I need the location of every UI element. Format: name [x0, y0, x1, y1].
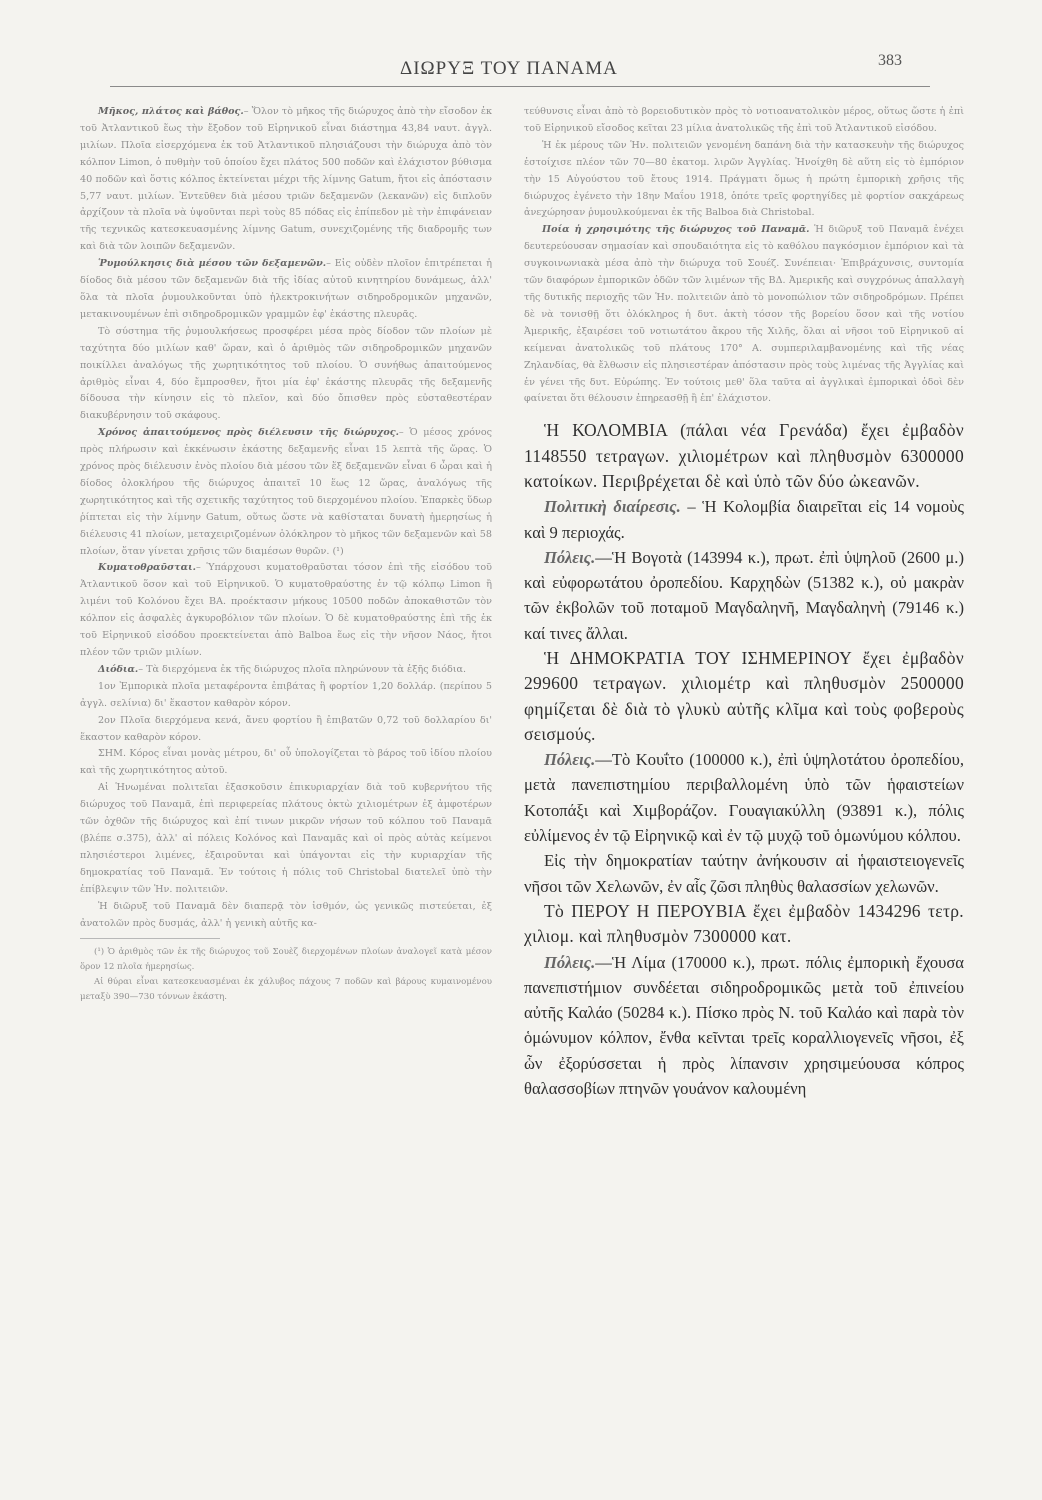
paragraph-text: – Εἰς οὐδὲν πλοῖον ἐπιτρέπεται ἡ δίοδος διὰ μέσου τῶν δεξαμενῶν διὰ τῆς ἰδίας αὐτοῦ κινητηρίου δυνάμεως, ἀλλ' ὅλα τὰ πλοῖα ῥυμουλκοῦνται ὑπὸ ἠλεκτροκινήτων σιδηροδρομικῶν μηχανῶν, μετακινουμένων ἐπὶ σιδηροδρομικῶν γραμμῶν ἐφ' ἑκάστης πλευρᾶς. — [80, 258, 492, 320]
paragraph — [80, 425, 492, 560]
page-number: 383 — [878, 52, 902, 69]
section-heading: Πόλεις. — [544, 547, 596, 567]
paragraph-text: – Ὑπάρχουσι κυματοθραῦσται τόσον ἐπὶ τῆς εἰσόδου τοῦ Ἀτλαντικοῦ ὅσον καὶ τοῦ Εἰρηνικοῦ. Ὁ κυματοθραύστης ἐν τῷ κόλπῳ Limon ἢ λιμένι τοῦ Κολόνου ἔχει ΒΑ. προέκτασιν μήκους 10500 ποδῶν ἀποκαθιστῶν τὸν κόλπον εἰς ἀσφαλὲς ἀγκυροβόλιον τῶν πλοίων. Ὁ δὲ κυματοθραύστης ἐπὶ τῆς ἐκ τοῦ Εἰρηνικοῦ εἰσόδου προεκτείνεται ἀπὸ Balboa ἕως εἰς τὴν νῆσον Νάος, ἤτοι πλέον τῶν τριῶν μιλίων. — [80, 562, 492, 658]
paragraph-text: τεύθυνσις εἶναι ἀπὸ τὸ βορειοδυτικὸν πρὸς τὸ νοτιοανατολικὸν μέρος, οὕτως ὥστε ἡ ἐπὶ τοῦ Εἰρηνικοῦ εἴσοδος κεῖται 23 μίλια ἀνατολικῶς τῆς ἐπὶ τοῦ Ἀτλαντικοῦ εἰσόδου. — [524, 106, 964, 134]
footnotes — [80, 945, 492, 1005]
paragraph-text: Εἰς τὴν δημοκρατίαν ταύτην ἀνήκουσιν αἱ ἡφαιστειογενεῖς νῆσοι τῶν Χελωνῶν, ἐν αἷς ζῶσι πληθὺς θαλασσίων χελωνῶν. — [524, 851, 964, 896]
footnote: Αἱ θύραι εἶναι κατεσκευασμέναι ἐκ χάλυβος πάχους 7 ποδῶν καὶ βάρους κυμαινομένου μεταξὺ 390—730 τόννων ἑκάστη. — [80, 977, 492, 1003]
paragraph-text: – Ὅλον τὸ μῆκος τῆς διώρυχος ἀπὸ τὴν εἴσοδον ἐκ τοῦ Ἀτλαντικοῦ ἕως τὴν ἔξοδον τοῦ Εἰρηνικοῦ εἶναι διάστημα 43,84 ναυτ. ἀγγλ. μιλίων. Πλοῖα εἰσερχόμενα ἐκ τοῦ Ἀτλαντικοῦ πλησιάζουσι τὴν διώρυχα ἀπὸ τὸν κόλπον Limon, ὁ πυθμὴν τοῦ ὁποίου ἔχει πλάτος 500 ποδῶν καὶ ἐλάχιστον βύθισμα 40 ποδῶν καὶ ὅστις κόλπος ἐκτείνεται μέχρι τῆς λίμνης Gatum, ἤτοι εἰς ἀπόστασιν 5,77 ναυτ. μιλίων. Ἐντεῦθεν διὰ μέσου τριῶν δεξαμενῶν (λεκανῶν) εἰς διπλοῦν ἀρχίζουν τὰ πλοῖα νὰ ὑψοῦνται περὶ τοὺς 85 πόδας εἰς ἐπίπεδον μὲ τὴν ἐπιφάνειαν τῆς τεχνικῶς κατεσκευασμένης λίμνης Gatum, συνεχιζομένης τῆς διαδρομῆς των καὶ διὰ τῶν λοιπῶν δεξαμενῶν. — [80, 106, 492, 253]
paragraph — [80, 679, 492, 713]
section-heading: Χρόνος ἀπαιτούμενος πρὸς διέλευσιν τῆς διώρυχος. — [98, 427, 399, 439]
paragraph-text: —Ἡ Λίμα (170000 κ.), πρωτ. πόλις ἐμπορικὴ ἔχουσα πανεπιστήμιον συνδέεται σιδηροδρομικῶς μετὰ τοῦ ἐπινείου αὐτῆς Καλάο (50284 κ.). Πίσκο πρὸς Ν. τοῦ Καλάο καὶ παρὰ τὸν ὁμώνυμον κόλπον, ἔνθα κεῖνται τρεῖς κοραλλιογενεῖς νῆσοι, ἐξ ὧν ἐξορύσσεται ἡ πρὸς λίπανσιν χρησιμεύουσα κόπρος θαλασσοβίων πτηνῶν γουάνον καλουμένη — [524, 952, 964, 1099]
section-heading: Κυματοθραῦσται. — [98, 562, 196, 574]
paragraph-text: 2ον Πλοῖα διερχόμενα κενά, ἄνευ φορτίου ἢ ἐπιβατῶν 0,72 τοῦ δολλαρίου δι' ἕκαστον καθαρὸν κόρον. — [80, 714, 492, 743]
country-paragraph-colombia — [524, 418, 964, 494]
paragraph-text: Ἡ ἐκ μέρους τῶν Ἡν. πολιτειῶν γενομένη δαπάνη διὰ τὴν κατασκευὴν τῆς διώρυχος ἐστοίχισε πλέον τῶν 70—80 ἑκατομ. λιρῶν Ἀγγλίας. Ἠνοίχθη δὲ αὕτη εἰς τὸ ἐμπόριον τὴν 15 Αὐγούστου τοῦ ἔτους 1914. Πράγματι ὅμως ἡ πρώτη ἐμπορικὴ χρῆσις τῆς διώρυχος ἐγένετο τὴν 18ην Μαΐου 1918, ὁπότε τρεῖς φορτηγίδες μὲ φορτίον σακχάρεως ἀνεχώρησαν ῥυμουλκούμεναι ἐκ τῆς Balboa διὰ Christobal. — [524, 139, 964, 219]
paragraph-text: Ἡ διῶρυξ τοῦ Παναμᾶ δὲν διαπερᾷ τὸν ἰσθμόν, ὡς γενικῶς πιστεύεται, ἐξ ἀνατολῶν πρὸς δυσμάς, ἀλλ' ἡ γενικὴ αὐτῆς κα- — [80, 900, 492, 929]
paragraph — [80, 104, 492, 256]
section-heading: Διόδια. — [98, 663, 139, 675]
paragraph-text: ΣΗΜ. Κόρος εἶναι μονὰς μέτρου, δι' οὗ ὑπολογίζεται τὸ βάρος τοῦ ἰδίου πλοίου καὶ τῆς χωρητικότητος αὐτοῦ. — [80, 748, 492, 777]
paragraph-text: Ἡ ΔΗΜΟΚΡΑΤΙΑ ΤΟΥ ΙΣΗΜΕΡΙΝΟΥ ἔχει ἐμβαδὸν 299600 τετραγων. χιλιομέτρ καὶ πληθυσμὸν 2500000 φημίζεται δὲ διὰ τὸ γλυκὺ αὐτῆς κλῖμα καὶ τοὺς φοβεροὺς σεισμούς. — [524, 647, 964, 744]
country-paragraph-ecuador — [524, 646, 964, 747]
footnote-rule — [80, 938, 220, 943]
paragraph-text: Ἡ ΚΟΛΟΜΒΙΑ (πάλαι νέα Γρενάδα) ἔχει ἐμβαδὸν 1148550 τετραγων. χιλιομέτρων καὶ πληθυσμὸν 6300000 κατοίκων. Περιβρέχεται δὲ καὶ ὑπὸ τῶν δύο ὠκεανῶν. — [524, 420, 964, 491]
section-heading: Μῆκος, πλάτος καὶ βάθος. — [98, 106, 244, 117]
paragraph-text: – Ὁ μέσος χρόνος πρὸς πλήρωσιν καὶ ἐκκένωσιν ἑκάστης δεξαμενῆς εἶναι 15 λεπτὰ τῆς ὥρας. Ὁ χρόνος πρὸς διέλευσιν ἑνὸς πλοίου διὰ μέσου τῶν ἕξ δεξαμενῶν εἶναι 6 ὧραι καὶ ἡ δίοδος ὁλοκλήρου τῆς διώρυχος ἀπαιτεῖ 10 ἕως 12 ὥρας, ἀναλόγως τῆς χωρητικότητος καὶ τῆς σχετικῆς ταχύτητος τοῦ διερχομένου πλοίου. Ἐπαρκὲς ὕδωρ ῥίπτεται εἰς τὴν λίμνην Gatum, οὕτως ὥστε νὰ καθίσταται δυνατὴ ἡμερησίως ἡ διέλευσις 41 πλοίων, μεταχειριζομένων ὁλόκληρον τὸ μῆκος τῶν δεξαμενῶν καὶ 58 πλοίων, ὅταν γίνεται χρῆσις τῶν διαμέσων θυρῶν. (¹) — [80, 427, 492, 557]
section-heading: Ποία ἡ χρησιμότης τῆς διώρυχος τοῦ Παναμᾶ. — [542, 224, 810, 236]
paragraph-text: Τὸ ΠΕΡΟΥ Η ΠΕΡΟΥΒΙΑ ἔχει ἐμβαδὸν 1434296 τετρ. χιλιομ. καὶ πληθυσμὸν 7300000 κατ. — [524, 900, 964, 947]
running-title: ΔΙΩΡΥΞ ΤΟΥ ΠΑΝΑΜΑ — [400, 58, 618, 79]
paragraph-text: Τὸ σύστημα τῆς ῥυμουλκήσεως προσφέρει μέσα πρὸς δίοδον τῶν πλοίων μὲ ταχύτητα δύο μιλίων καθ' ὥραν, καὶ ὁ ἀριθμὸς τῶν σιδηροδρομικῶν μηχανῶν ποικίλλει ἀναλόγως τῆς χωρητικότητος τοῦ πλοίου. Ὁ συνήθως ἀπαιτούμενος ἀριθμὸς εἶναι 4, δύο ἔμπροσθεν, ἤτοι μία ἐφ' ἑκάστης πλευρᾶς τῆς δεξαμενῆς δίδουσα τὴν κίνησιν εἰς τὸ πλεῖον, καὶ δύο ὄπισθεν πρὸς εὐσταθεστέραν διακυβέρνησιν τοῦ σκάφους. — [80, 325, 492, 422]
paragraph — [80, 899, 492, 933]
page-header — [110, 50, 930, 87]
paragraph-text: —Ἡ Βογοτὰ (143994 κ.), πρωτ. ἐπὶ ὑψηλοῦ (2600 μ.) καὶ εὐφορωτάτου ὀροπεδίου. Καρχηδὼν (51382 κ.), οὐ μακρὰν τῶν ἐκβολῶν τοῦ ποταμοῦ Μαγδαληνῆ, Μαγδαληνὴ (79146 κ.) καί τινες ἄλλαι. — [524, 547, 964, 643]
paragraph-text: Αἱ Ἡνωμέναι πολιτεῖαι ἐξασκοῦσιν ἐπικυριαρχίαν διὰ τοῦ κυβερνήτου τῆς διώρυχος τοῦ Παναμᾶ, ἐπὶ περιφερείας πλάτους ὀκτὼ χιλιομέτρων ἐξ ἀμφοτέρων τῶν ὀχθῶν τῆς διώρυχος καὶ ἐπί τινων μικρῶν νήσων τοῦ κόλπου τοῦ Παναμᾶ (βλέπε σ.375), ἀλλ' αἱ πόλεις Κολόνος καὶ Παναμᾶς καὶ οἱ πρὸς αὐτὰς κείμενοι πλησιέστεροι λιμένες, ἐξαιροῦνται καὶ ὑπάγονται εἰς τὴν κυριαρχίαν τῆς δημοκρατίας τοῦ Παναμᾶ. Ἐν τούτοις ἡ πόλις τοῦ Christobal διατελεῖ ὑπὸ τὴν ἐπίβλεψιν τῶν Ἡν. πολιτειῶν. — [80, 782, 492, 895]
section-heading: Πολιτικὴ διαίρεσις. — [544, 497, 681, 517]
paragraph — [80, 746, 492, 780]
paragraph — [524, 104, 964, 138]
paragraph — [524, 138, 964, 223]
country-paragraph-peru — [524, 899, 964, 950]
paragraph — [80, 324, 492, 425]
paragraph — [524, 950, 964, 1102]
paragraph-text: —Τὸ Κουΐτο (100000 κ.), ἐπὶ ὑψηλοτάτου ὀροπεδίου, μετὰ πανεπιστημίου περιβαλλομένη ὑπὸ τῶν ἡφαιστείων Κοτοπάξι καὶ Χιμβοράζον. Γουαγιακύλλη (93891 κ.), πόλις εὐλίμενος ἐν τῷ Εἰρηνικῷ καὶ ἐν τῷ μυχῷ τοῦ ὁμωνύμου κόλπου. — [524, 750, 964, 846]
paragraph-text: – Ἡ Κολομβία διαιρεῖται εἰς 14 νομοὺς καὶ 9 περιοχάς. — [524, 497, 964, 542]
paragraph-text: – Τὰ διερχόμενα ἐκ τῆς διώρυχος πλοῖα πληρώνουν τὰ ἑξῆς διόδια. — [138, 663, 467, 675]
section-heading: Ῥυμούλκησις διὰ μέσου τῶν δεξαμενῶν. — [98, 258, 327, 270]
left-column — [80, 104, 492, 1005]
section-heading: Πόλεις. — [544, 952, 596, 972]
large-type-section — [524, 418, 964, 1101]
right-column — [524, 104, 964, 1101]
footnote: (¹) Ὁ ἀριθμὸς τῶν ἐκ τῆς διώρυχος τοῦ Σουὲζ διερχομένων πλοίων ἀναλογεῖ κατὰ μέσον ὅρον 12 πλοῖα ἡμερησίως. — [80, 947, 492, 973]
paragraph — [80, 780, 492, 898]
paragraph — [524, 222, 964, 408]
paragraph — [524, 747, 964, 848]
paragraph — [80, 256, 492, 324]
paragraph — [524, 545, 964, 646]
paragraph-text: 1ον Ἐμπορικὰ πλοῖα μεταφέροντα ἐπιβάτας ἢ φορτίον 1,20 δολλάρ. (περίπου 5 ἀγγλ. σελίνια) δι' ἕκαστον καθαρὸν κόρον. — [80, 680, 492, 709]
paragraph — [80, 662, 492, 679]
paragraph — [524, 494, 964, 545]
paragraph — [80, 560, 492, 661]
paragraph-text: Ἡ διῶρυξ τοῦ Παναμᾶ ἐνέχει δευτερεύουσαν σημασίαν καὶ σπουδαιότητα εἰς τὸ καθόλου παγκόσμιον ἐμπόριον καὶ τὰ συγκοινωνιακὰ μέσα ἀπὸ τὴν διώρυχα τοῦ Σουέζ. Συνέπειαι· Ἐπιβράχυνσις, συντομία τῶν διαφόρων ἐμπορικῶν ὁδῶν τῶν λιμένων τῆς ΒΔ. Ἀμερικῆς καὶ συγχρόνως ἀπαλλαγὴ τῆς δυτικῆς περιοχῆς τῶν Ἡν. πολιτειῶν ἀπὸ τὸ μονοπώλιον τῶν σιδηροδρόμων. Πρέπει δὲ νὰ τονισθῇ ὅτι ὁλόκληρος ἡ δυτ. ἀκτὴ τόσον τῆς βορείου ὅσον καὶ τῆς νοτίου Ἀμερικῆς, ἐξαιρέσει τοῦ νοτιωτάτου ἄκρου τῆς Χιλῆς, ὅλαι αἱ νῆσοι τοῦ Εἰρηνικοῦ αἱ κείμεναι ἀνατολικῶς τοῦ πλάτους 170° Α. συμπεριλαμβανομένης καὶ τῆς νέας Ζηλανδίας, θὰ ἔλθωσιν εἰς πλησιεστέραν ἀπόστασιν πρὸς τοὺς λιμένας τῆς Ἀγγλίας καὶ ἐν γένει τῆς δυτ. Εὐρώπης. Ἐν τούτοις μεθ' ὅλα ταῦτα αἱ ἀγγλικαὶ ἐμπορικαὶ ὁδοὶ δὲν φαίνεται ὅτι θέλουσιν ἐπηρεασθῇ ἢ ἐπ' ἐλάχιστον. — [524, 224, 964, 405]
paragraph — [80, 713, 492, 747]
section-heading: Πόλεις. — [544, 750, 596, 770]
paragraph — [524, 848, 964, 899]
